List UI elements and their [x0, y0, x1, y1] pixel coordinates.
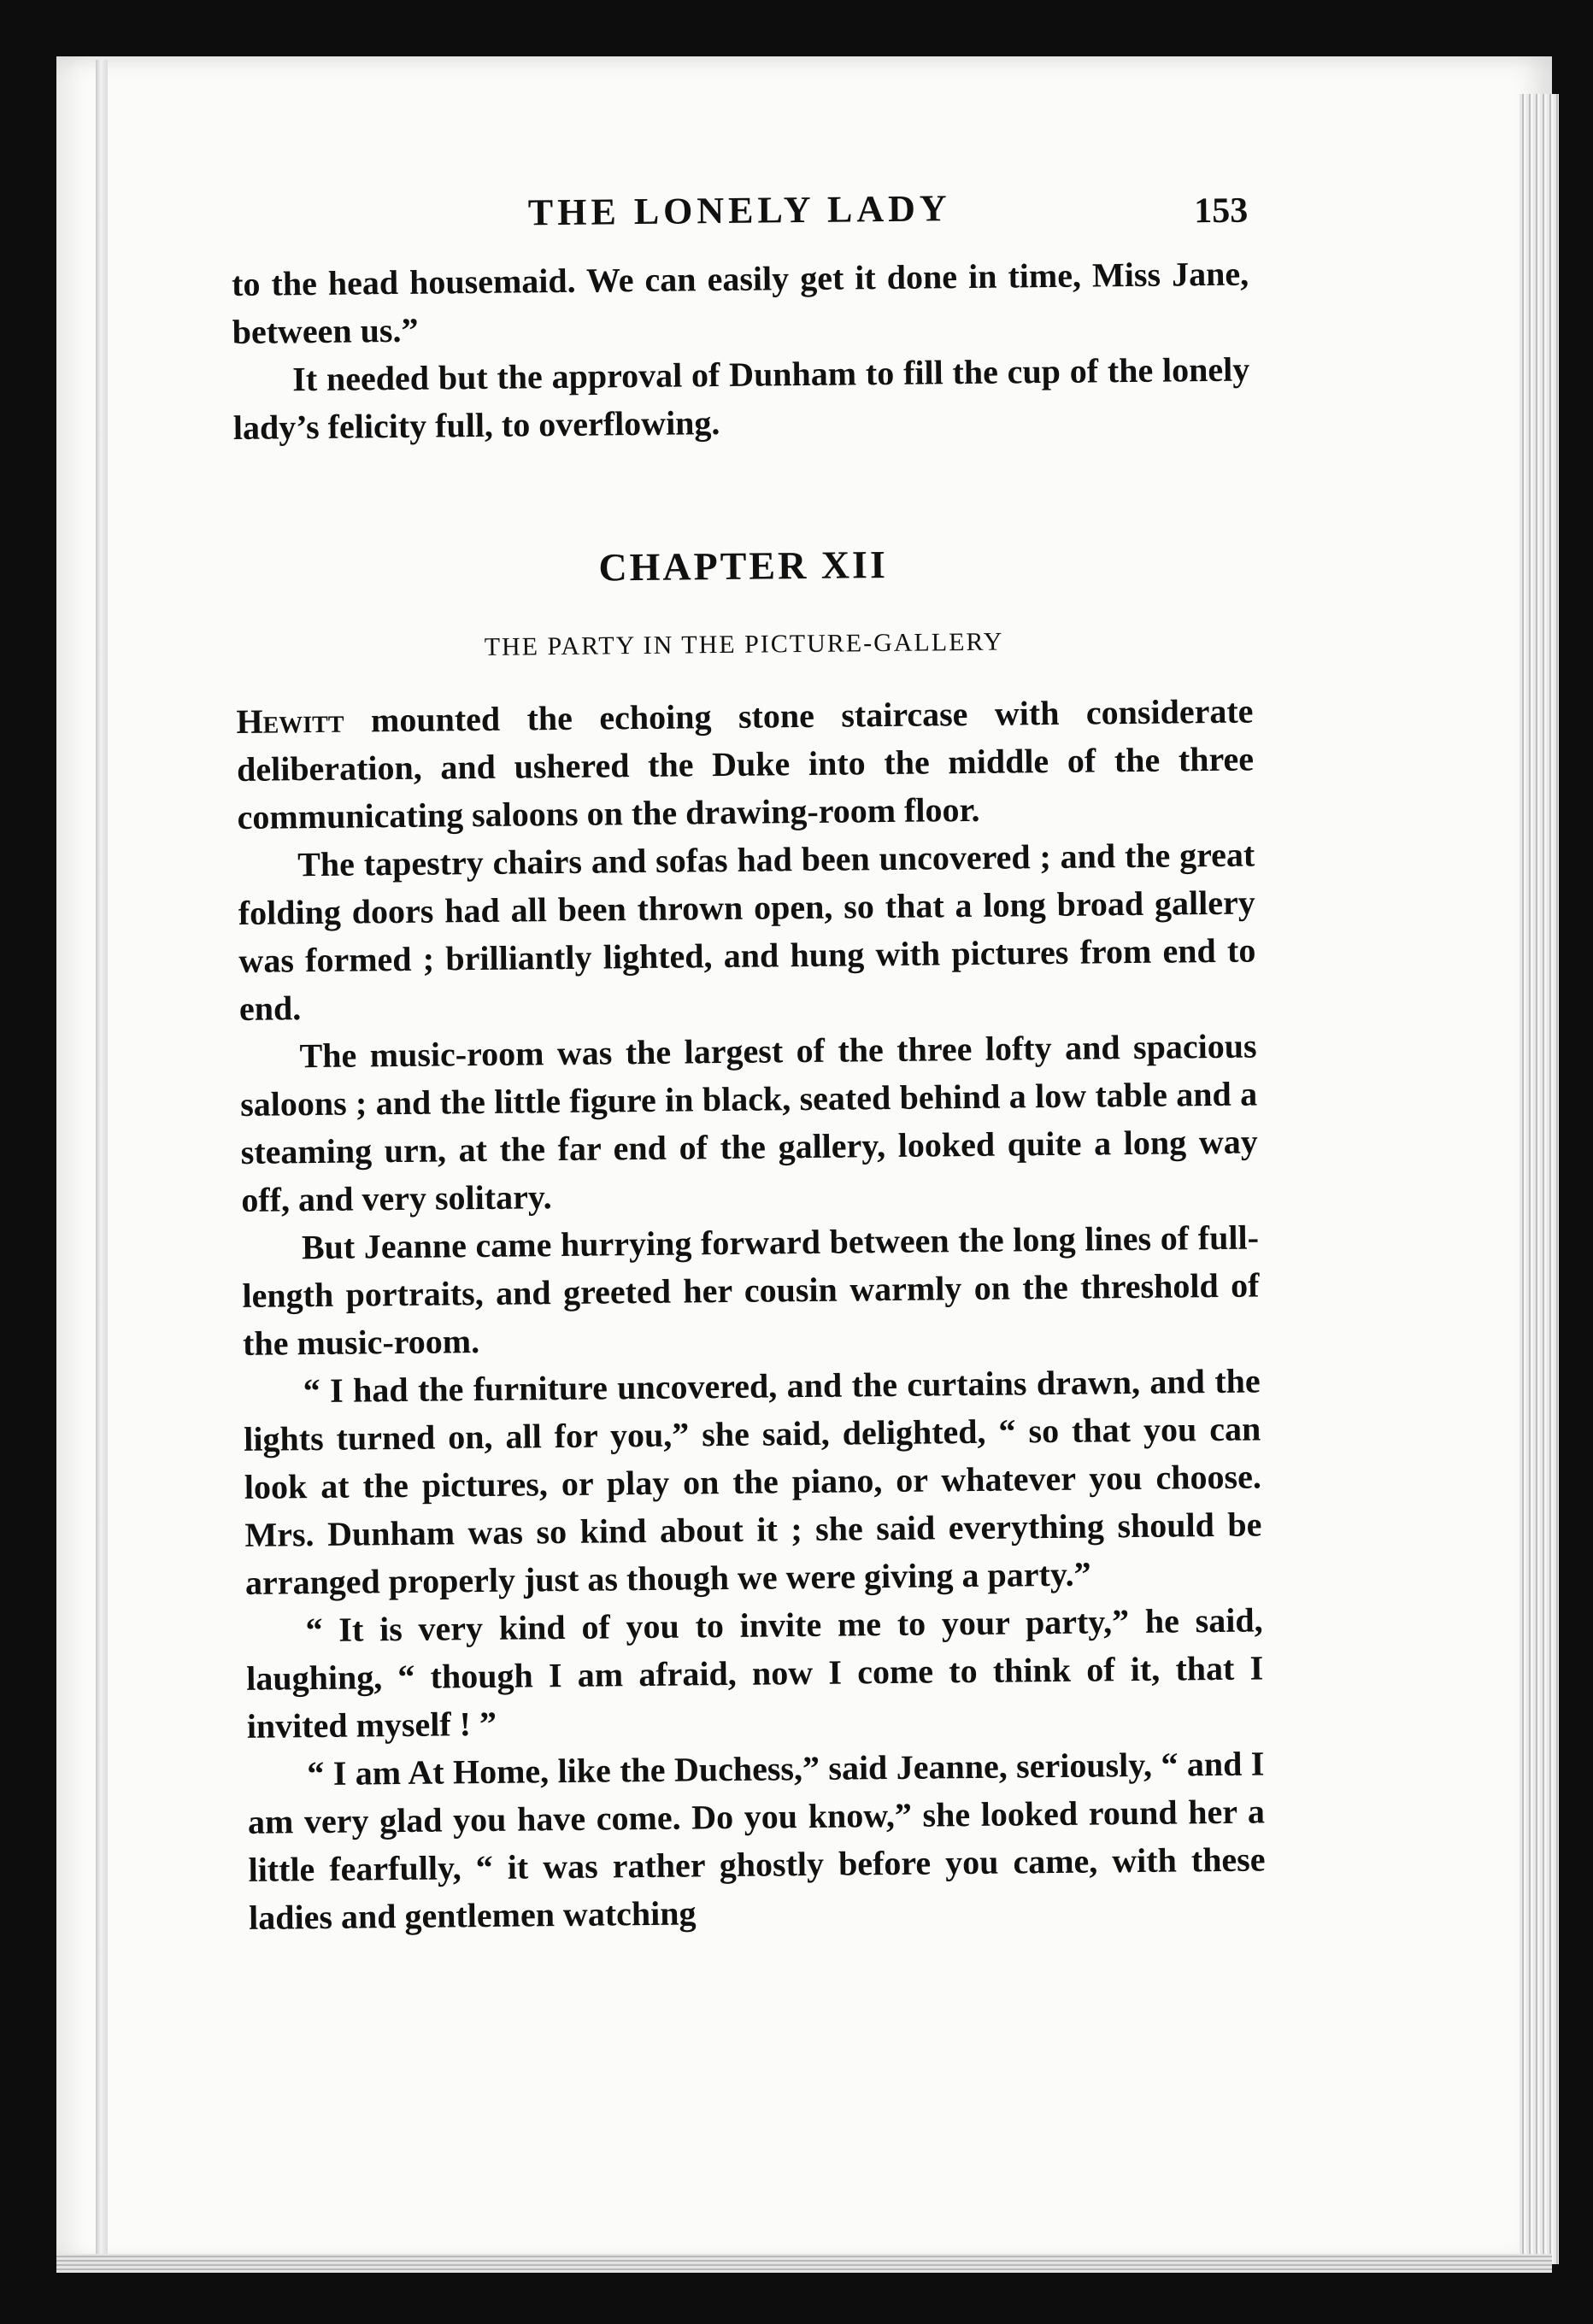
chapter-title: CHAPTER XII [598, 542, 889, 590]
paragraph: It needed but the approval of Dunham to fill the cup of the lonely lady’s felicity full, to overflowing. [232, 349, 1250, 447]
page-edges-bottom [56, 2254, 1552, 2273]
paragraph-continued: to the head housemaid. We can easily get it done in time, Miss Jane, between us.” [231, 254, 1249, 351]
paragraph: The music-room was the largest of the three lofty and spacious saloons ; and the little figure in black, seated behind a low table and a steaming urn, at the far end of the gallery, looked quite a long way off, and very solitary. [239, 1026, 1258, 1219]
chapter-opening-paragraph [236, 688, 1255, 842]
book-spine-edge [96, 60, 108, 2264]
paragraph: “ I am At Home, like the Duchess,” said Jeanne, seriously, “ and I am very glad you have come. Do you know,” she looked round her a little fearfully, “ it was rather ghostly before you came, with these ladies and gentlemen watching [247, 1744, 1266, 1937]
paragraph: “ It is very kind of you to invite me to your party,” he said, laughing, “ though I am afraid, now I come to think of it, that I invited myself ! ” [245, 1600, 1264, 1746]
chapter-spacer [233, 442, 1251, 548]
page-number: 153 [1194, 191, 1249, 232]
paragraph: The tapestry chairs and sofas had been uncovered ; and the great folding doors had all been thrown open, so that a long broad gallery was formed ; brilliantly lighted, and hung with pictures from end to end. [238, 835, 1256, 1028]
running-head [231, 182, 1249, 261]
page-edges-right [1520, 94, 1559, 2264]
chapter-subtitle: THE PARTY IN THE PICTURE-GALLERY [484, 627, 1004, 661]
paragraph: “ I had the furniture uncovered, and the curtains drawn, and the lights turned on, all for you,” she said, delighted, “ so that you can look at the pictures, or play on the piano, or whatever you choose. Mrs. Dunham was so kind about it ; she said everything should be arranged properly just as though we were giving a party.” [244, 1361, 1262, 1602]
text-block [231, 182, 1266, 1942]
paragraph: But Jeanne came hurrying forward between the long lines of full-length portraits, and greeted her cousin warmly on the threshold of the music-room. [242, 1218, 1260, 1363]
opening-text: mounted the echoing stone staircase with considerate deliberation, and ushered the Duke into the middle of the three communicating saloons on the drawing-room floor. [236, 691, 1255, 836]
running-title: THE LONELY LADY [527, 187, 951, 234]
lead-word: Hewitt [236, 701, 344, 741]
